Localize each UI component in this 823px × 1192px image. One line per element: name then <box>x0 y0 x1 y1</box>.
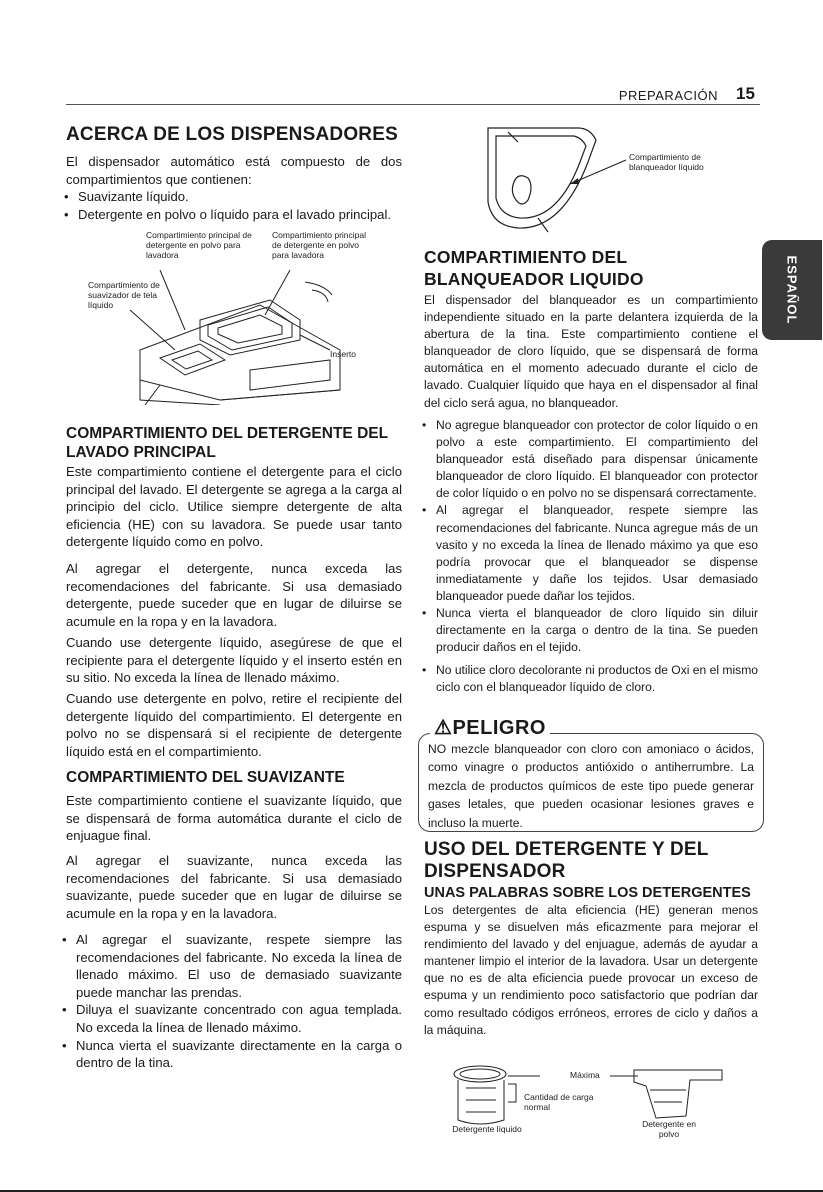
main-detergent-p1: Este compartimiento contiene el detergente para el ciclo principal del lavado. El detergente se agrega a la carga al principio del ciclo. Utilice siempre detergente de alta eficiencia (HE) con su lavadora. Se puede usar tanto detergente líquido como en polvo. <box>66 464 402 550</box>
label-main-powder-right: Compartimiento principal de detergente en polvo para lavadora <box>272 230 367 260</box>
list-item: • No agregue blanqueador con protector de color líquido o en polvo a este compartimiento. El compartimiento del blanqueador está diseñado para dispensar únicamente blanqueador de cloro líquido. El blanqueador con protector de color líquido o en polvo no se dispensará correctamente. <box>420 417 758 502</box>
list-item: • Nunca vierta el blanqueador de cloro líquido sin diluir directamente en la carga o dentro de la tina. Se pueden producir daños en el tejido. <box>420 605 758 656</box>
language-tab <box>762 240 822 340</box>
label-insert: Inserto <box>330 349 356 359</box>
bleach-compartment-illustration <box>478 122 628 234</box>
page-number: 15 <box>736 84 755 103</box>
label-main-powder-left: Compartimiento principal de detergente en polvo para lavadora <box>146 230 252 260</box>
list-item: • Diluya el suavizante concentrado con agua templada. No exceda la línea de llenado máximo. <box>60 1001 402 1036</box>
main-detergent-p2: Al agregar el detergente, nunca exceda las recomendaciones del fabricante. Si usa demasiado detergente, puede suceder que en lugar de diluirse se acumule en la ropa y en la lavadora. <box>66 561 402 629</box>
language-tab-label: ESPAÑOL <box>784 255 800 325</box>
label-max: Máxima <box>570 1070 600 1080</box>
dispensers-intro: El dispensador automático está compuesto de dos compartimientos que contienen: <box>66 154 402 187</box>
softener-title: COMPARTIMIENTO DEL SUAVIZANTE <box>66 769 345 786</box>
usage-paragraph: Los detergentes de alta eficiencia (HE) generan menos espuma y se disuelven más eficazmente para mejorar el rendimiento del lavado y del enjuague, además de ayudar a mantener limpio el interior de la lavadora. Usar un detergente que no es de alta eficiencia puede provocar un exceso de espuma y un rendimiento poco satisfactorio que podrían dar como resultado códigos erróneos, errores de ciclo y daños a la máquina. <box>424 903 758 1037</box>
label-bleach: Compartimiento de blanqueador líquido <box>629 152 704 172</box>
label-softener: Compartimiento de suavizador de tela líquido <box>88 280 160 310</box>
list-item: • Suavizante líquido. <box>62 188 404 206</box>
softener-p2: Al agregar el suavizante, nunca exceda las recomendaciones del fabricante. Si usa demasiado suavizante, puede suceder que en lugar de diluirse se acumule en la ropa y en la lavadora. <box>66 853 402 921</box>
usage-subtitle: UNAS PALABRAS SOBRE LOS DETERGENTES <box>424 885 751 901</box>
header-rule <box>66 104 760 105</box>
dispenser-drawer-illustration <box>100 240 360 405</box>
main-detergent-p4: Cuando use detergente en polvo, retire el recipiente del detergente líquido del compartimiento. El detergente en polvo no se dispensará si el recipiente de detergente líquido está en el compartimiento. <box>66 691 402 759</box>
danger-title: PELIGRO <box>452 717 546 739</box>
list-item: • No utilice cloro decolorante ni productos de Oxi en el mismo ciclo con el blanqueador líquido de cloro. <box>420 662 758 696</box>
label-powder-detergent: Detergente en polvo <box>642 1119 696 1139</box>
list-item: • Nunca vierta el suavizante directamente en la carga o dentro de la tina. <box>60 1037 402 1072</box>
bleach-list <box>420 417 758 697</box>
softener-list <box>60 931 402 1072</box>
danger-text: NO mezcle blanqueador con cloro con amoniaco o ácidos, como vinagre o productos antióxido o antiherrumbre. La mezcla de productos químicos de este tipo puede generar gases letales, que pueden ocasionar lesiones graves e incluso la muerte. <box>428 742 754 830</box>
list-item: • Al agregar el suavizante, respete siempre las recomendaciones del fabricante. No exceda la línea de llenado máximo. El uso de demasiado suavizante puede manchar las prendas. <box>60 931 402 1001</box>
dispensers-title: ACERCA DE LOS DISPENSADORES <box>66 124 398 145</box>
section-name: PREPARACIÓN <box>618 88 718 103</box>
softener-p1: Este compartimiento contiene el suavizante líquido, que se dispensará de forma automática durante el ciclo de enjuague final. <box>66 793 402 844</box>
usage-title: USO DEL DETERGENTE Y DEL DISPENSADOR <box>424 839 709 882</box>
label-liquid-detergent: Detergente líquido <box>452 1124 522 1134</box>
dispensers-list <box>62 188 404 223</box>
main-detergent-title: COMPARTIMIENTO DEL DETERGENTE DEL LAVADO PRINCIPAL <box>66 425 388 461</box>
main-detergent-p3: Cuando use detergente líquido, asegúrese de que el recipiente para el detergente líquido y el inserto estén en su sitio. No exceda la línea de llenado máximo. <box>66 635 402 686</box>
warning-triangle-icon: ⚠ <box>434 717 453 739</box>
list-item: • Al agregar el blanqueador, respete siempre las recomendaciones del fabricante. Nunca agregue más de un vasito y no exceda la línea de llenado máximo ya que eso podría provocar que el blanqueador se dispense inmediatamente y dañe los tejidos. Usar demasiado blanqueador puede dañar los tejidos. <box>420 502 758 605</box>
label-normal-load: Cantidad de carga normal <box>524 1092 594 1112</box>
list-item: • Detergente en polvo o líquido para el lavado principal. <box>62 206 404 224</box>
bleach-paragraph: El dispensador del blanqueador es un compartimiento independiente situado en la parte delantera izquierda de la abertura de la tina. Este compartimiento contiene el blanqueador de cloro líquido, que se dispensará de forma automática en el momento adecuado durante el ciclo de lavado. Cualquier líquido que haya en el dispensador al final del ciclo será agua, no blanqueador. <box>424 293 758 410</box>
danger-heading <box>430 715 550 740</box>
bleach-title: COMPARTIMIENTO DEL BLANQUEADOR LIQUIDO <box>424 247 644 289</box>
